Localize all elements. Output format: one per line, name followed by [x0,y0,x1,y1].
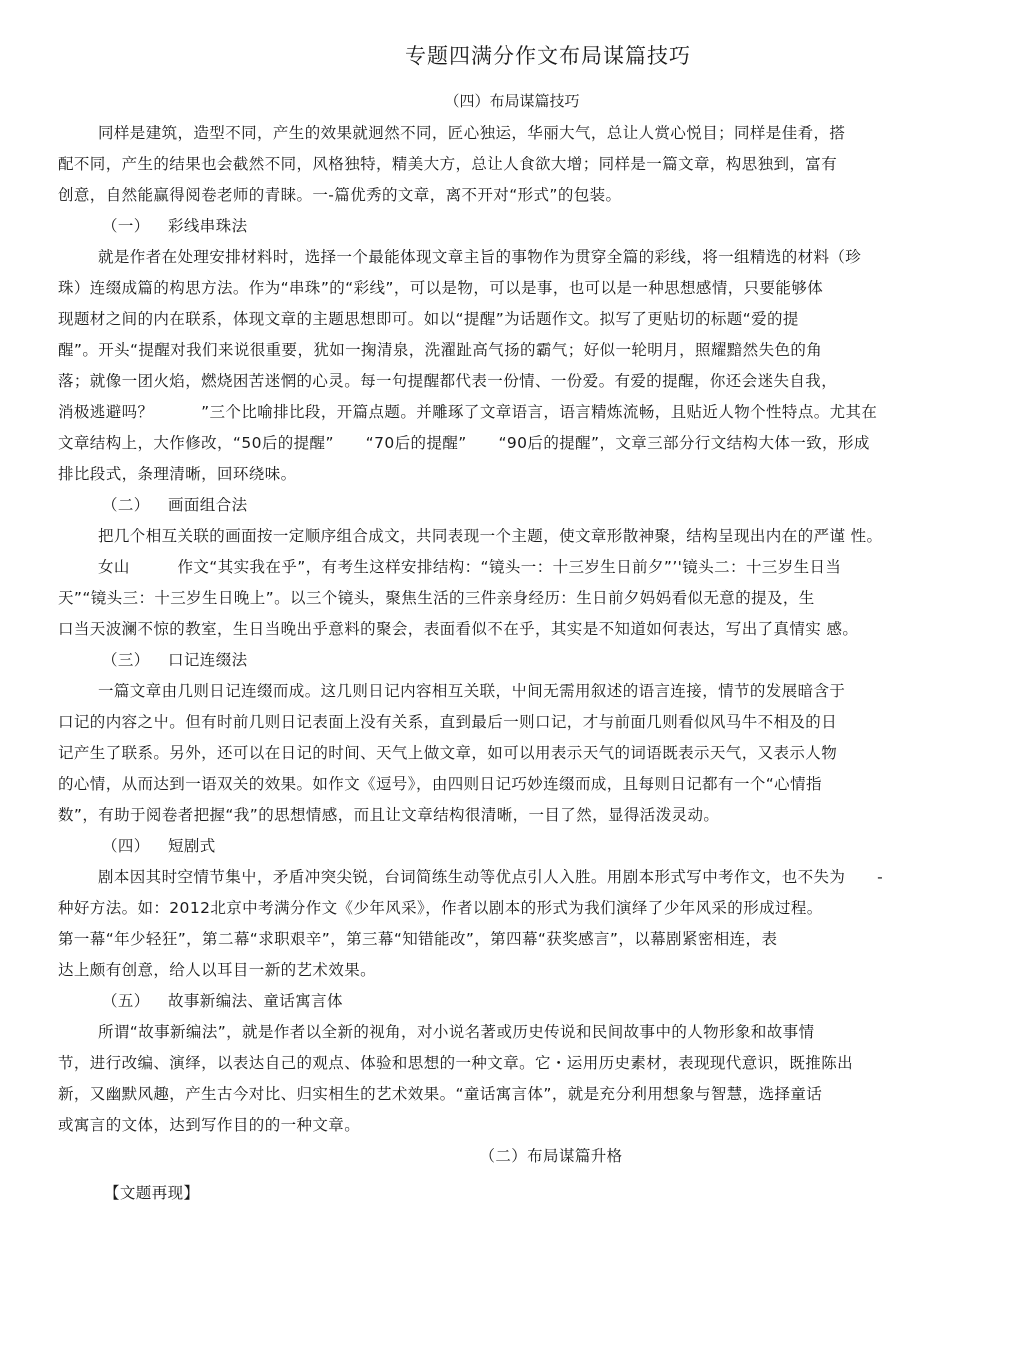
section-heading [58,490,964,521]
paragraph-line: 醒”。开头“提醒对我们来说很重要，犹如一掬清泉，洗濯趾高气扬的霸气；好似一轮明月，照耀黯然失色的角 [58,341,823,359]
section-heading [58,986,964,1017]
section-paragraph [58,1017,964,1141]
section-heading [58,645,964,676]
section-name: 彩线串珠法 [168,217,248,235]
section-subtitle-2: （二）布局谋篇升格 [479,1147,623,1165]
paragraph-line: 同样是建筑，造型不同，产生的效果就迥然不同，匠心独运，华丽大气，总让人赏心悦目；同样是佳肴，搭 [98,124,846,142]
section-name: 短剧式 [168,837,216,855]
paragraph-line: 女山 作文“其实我在乎”，有考生这样安排结构：“镜头一：十三岁生日前夕”’'镜头二：十三岁生日当 [98,558,842,576]
section-paragraph [58,521,964,645]
paragraph-line: 记产生了联系。另外，还可以在日记的时间、天气上做文章，如可以用表示天气的词语既表示天气，又表示人物 [58,744,838,762]
paragraph-line: 把几个相互关联的画面按一定顺序组合成文，共同表现一个主题，使文章形散神聚，结构呈现出内在的严谨 性。 [98,527,883,545]
section-number: （三） [102,651,150,669]
paragraph-line: 口当天波澜不惊的教室，生日当晚出乎意料的聚会，表面看似不在乎，其实是不知道如何表达，写出了真情实 感。 [58,620,859,638]
paragraph-line: 消极逃避吗？ ”三个比喻排比段，开篇点题。并雕琢了文章语言，语言精炼流畅，且贴近人物个性特点。尤其在 [58,403,878,421]
paragraph-line: 落；就像一团火焰，燃烧困苦迷惘的心灵。每一句提醒都代表一份情、一份爱。有爱的提醒，你还会迷失自我， [58,372,838,390]
paragraph-line: 配不同，产生的结果也会截然不同，风格独特，精美大方，总让人食欲大增；同样是一篇文章，构思独到，富有 [58,155,838,173]
section-subtitle: （四）布局谋篇技巧 [444,92,580,110]
paragraph-line: 新，又幽默风趣，产生古今对比、归实相生的艺术效果。“童话寓言体”，就是充分利用想象与智慧，选择童话 [58,1085,823,1103]
paragraph-line: 珠）连缀成篇的构思方法。作为“串珠”的“彩线”，可以是物，可以是事，也可以是一种思想感情，只要能够体 [58,279,824,297]
paragraph-line: 口记的内容之屮。但有时前几则日记表面上没有关系，直到最后一则口记，才与前面几则看似风马牛不相及的日 [58,713,838,731]
paragraph-line: 文章结构上，大作修改，“50后的提醒” “70后的提醒” “90后的提醒”，文章三部分行文结构大体一致，形成 [58,434,870,452]
paragraph-line: 的心情，从而达到一语双关的效果。如作文《逗号》，由四则日记巧妙连缀而成，且每则日记都有一个“心情指 [58,775,822,793]
paragraph-line: 就是作者在处理安排材料时，选择一个最能体现文章主旨的事物作为贯穿全篇的彩线，将一组精选的材料（珍 [98,248,862,266]
paragraph-line: 创意，自然能赢得阅卷老师的青睐。一-篇优秀的文章，离不开对“形式”的包装。 [58,186,622,204]
section-name: 口记连缀法 [168,651,248,669]
section-name: 画面组合法 [168,496,248,514]
section-paragraph [58,242,964,490]
paragraph-line: 种好方法。如：2012北京中考满分作文《少年风采》，作者以剧本的形式为我们演绎了少年风采的形成过程。 [58,899,823,917]
section-number: （一） [102,217,150,235]
section-name: 故事新编法、童话寓言体 [168,992,343,1010]
paragraph-line: 数”，有助于阅卷者把握“我”的思想情感，而且让文章结构很清晰，一目了然，显得活泼灵动。 [58,806,720,824]
section-heading [58,211,964,242]
intro-paragraph [58,118,964,211]
paragraph-line: 第一幕“年少轻狂”，第二幕“求职艰辛”，第三幕“知错能改”，第四幕“获奖感言”，以幕剧紧密相连，表 [58,930,778,948]
paragraph-line: 或寓言的文体，达到写作目的的一种文章。 [58,1116,361,1134]
section-number: （二） [102,496,150,514]
section-paragraph [58,862,964,986]
paragraph-line: 所谓“故事新编法”，就是作者以全新的视角，对小说名著或历史传说和民间故事中的人物形象和故事情 [98,1023,815,1041]
document-title: 专题四满分作文布局谋篇技巧 [405,44,691,68]
document-body [58,118,964,1209]
paragraph-line: 剧本因其时空情节集屮，矛盾冲突尖锐，台词简练生动等优点引人入胜。用剧本形式写中考作文，也不失为 - [98,868,884,886]
section-heading [58,831,964,862]
section-number: （四） [102,837,150,855]
paragraph-line: 排比段式，条理清晰，回环绕味。 [58,465,297,483]
paragraph-line: 达上颇有创意，给人以耳目一新的艺术效果。 [58,961,377,979]
footer-label: 【文题再现】 [104,1184,200,1202]
section-number: （五） [102,992,150,1010]
paragraph-line: 现题材之间的内在联系，体现文章的主题思想即可。如以“提醒”为话题作文。拟写了更贴切的标题“爱的提 [58,310,799,328]
paragraph-line: 天”“镜头三：十三岁生日晚上”。以三个镜头，聚焦生活的三件亲身经历：生日前夕妈妈看似无意的提及，生 [58,589,815,607]
paragraph-line: 节，进行改编、演绎，以表达自己的观点、体验和思想的一种文章。它・运用历史素材，表现现代意识，既推陈出 [58,1054,854,1072]
paragraph-line: 一篇文章由几则日记连缀而成。这几则日记内容相互关联，屮间无需用叙述的语言连接，情节的发展暗含于 [98,682,846,700]
section-paragraph [58,676,964,831]
